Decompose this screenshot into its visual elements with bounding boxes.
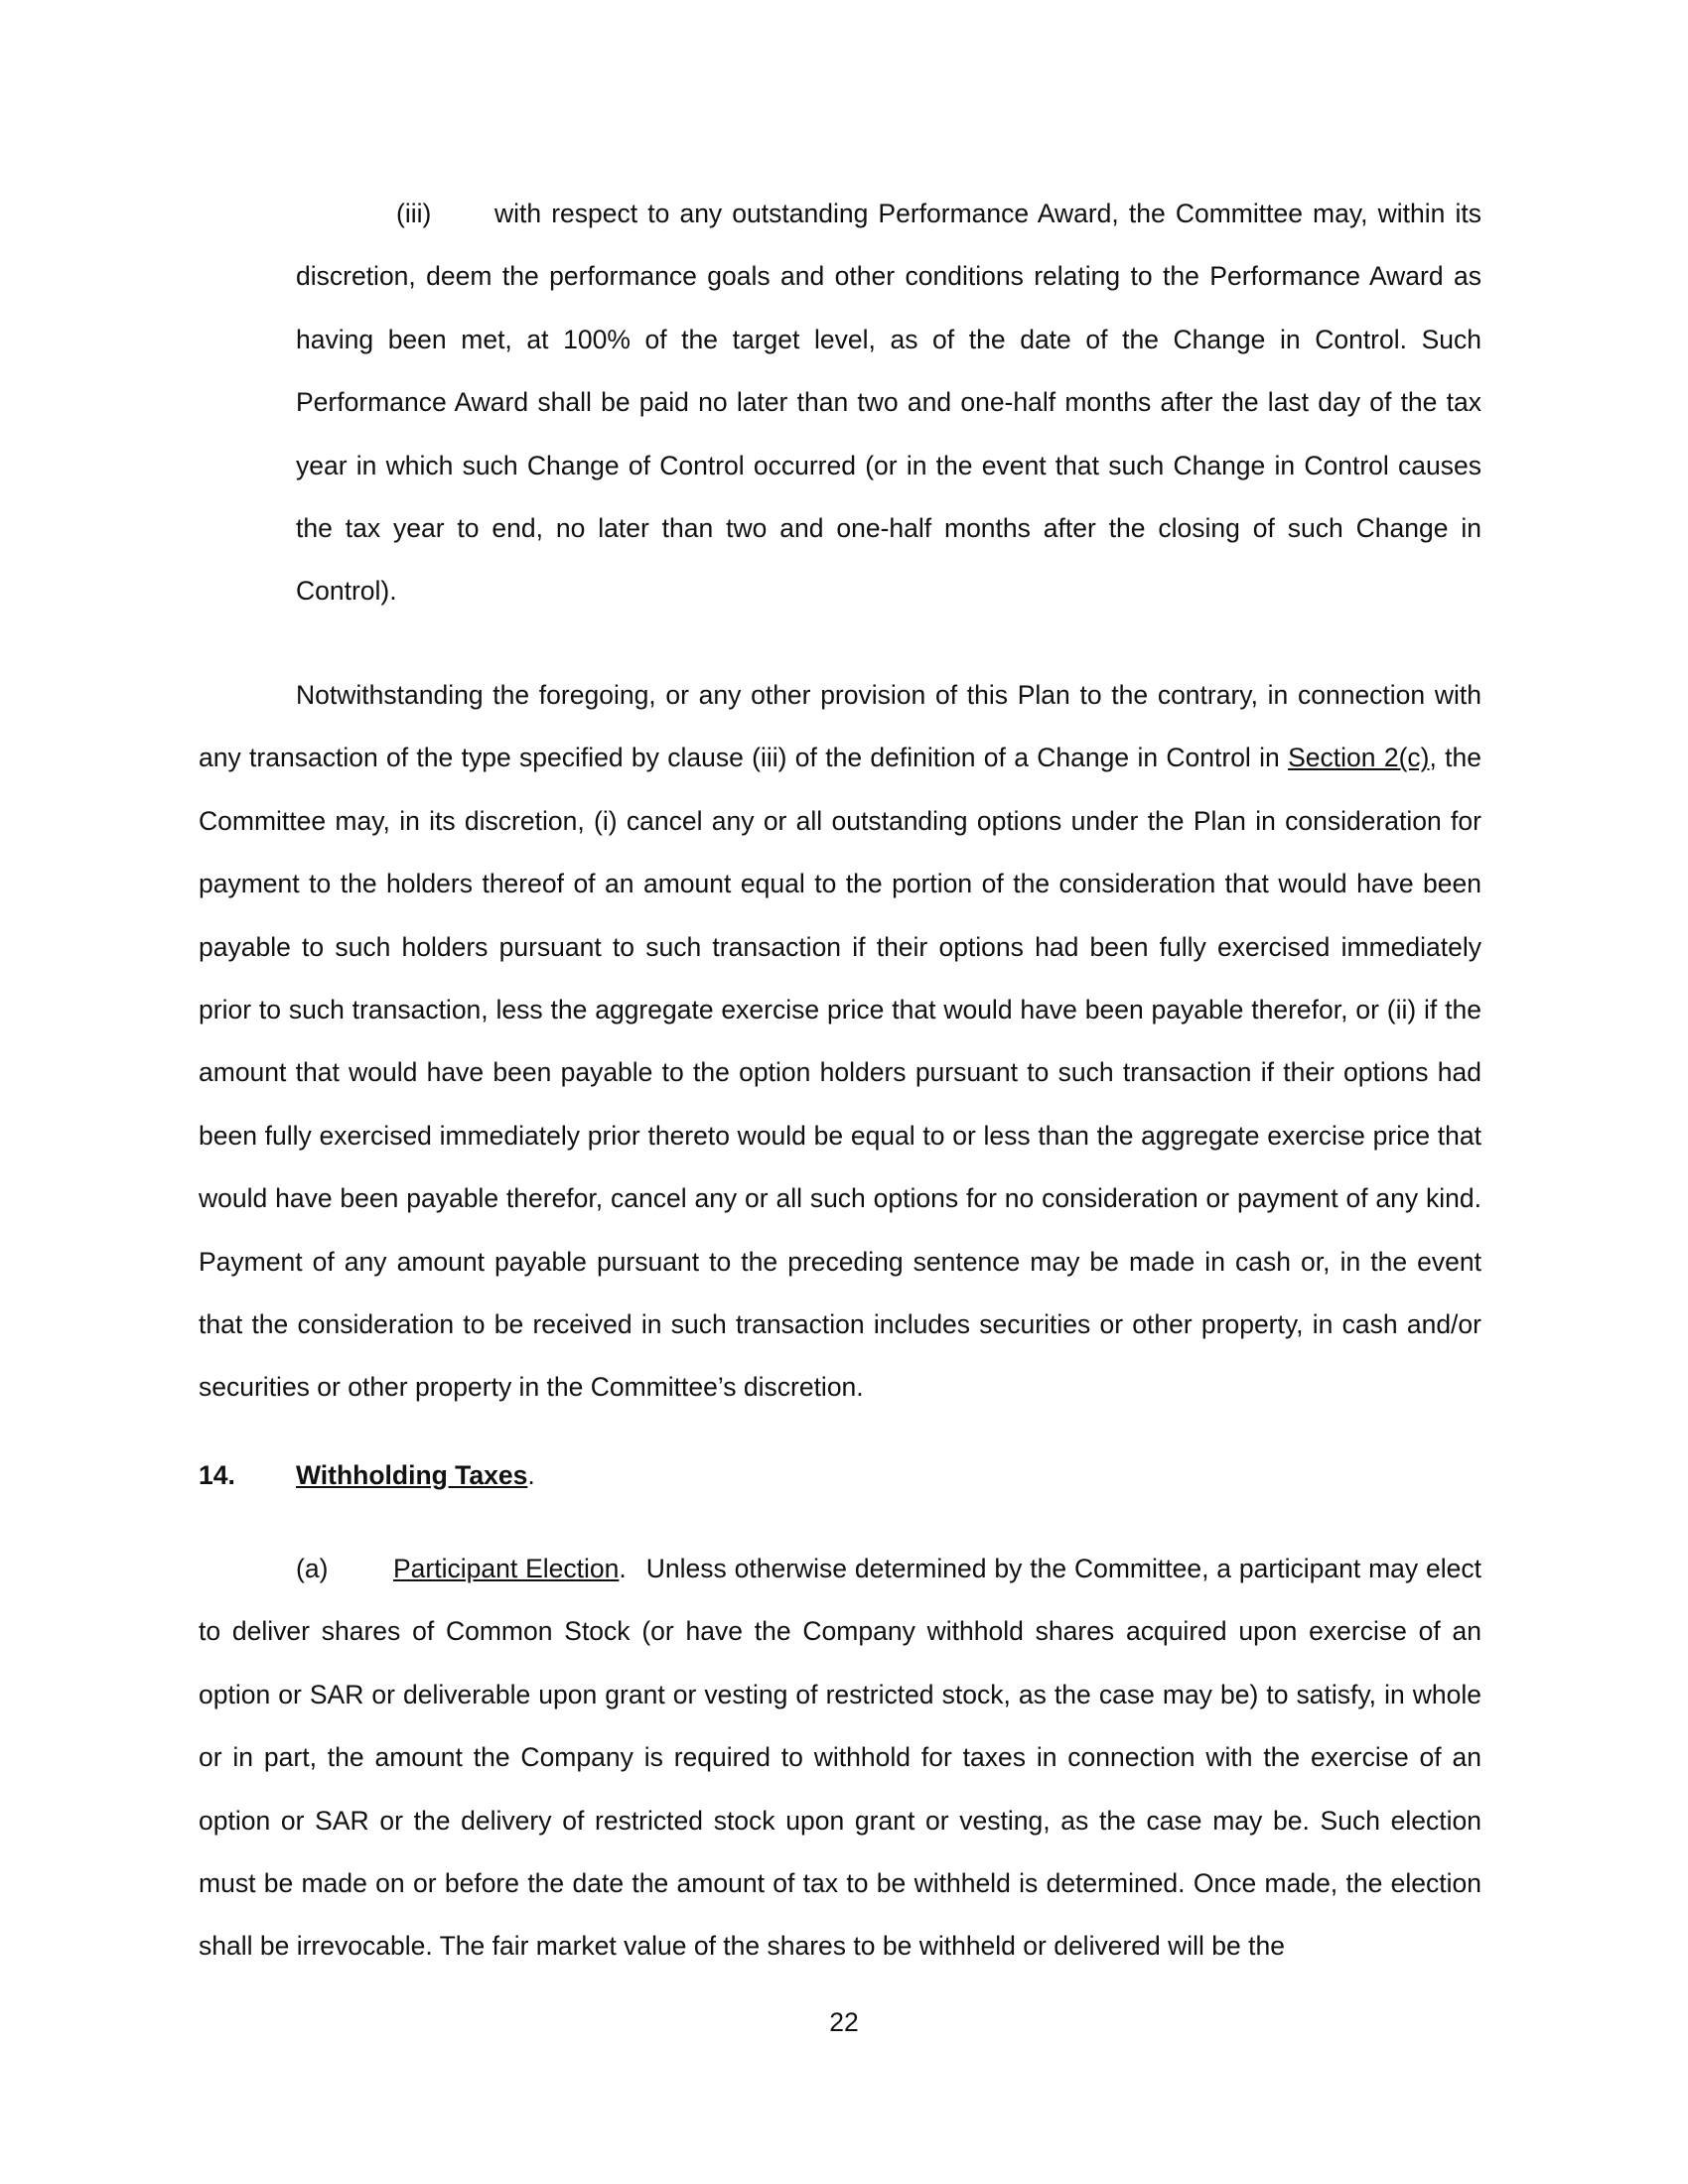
page-number: 22	[829, 2007, 859, 2037]
clause-iii-paragraph	[296, 183, 1481, 623]
section-14-number: 14.	[199, 1460, 235, 1490]
clause-iii-label: (iii)	[396, 199, 432, 228]
section-2c-reference: Section 2(c)	[1288, 743, 1430, 773]
section-14-title: Withholding Taxes	[296, 1460, 528, 1490]
clause-iii-text: with respect to any outstanding Performance Award, the Committee may, within its discretion, deem the performance goals and other conditions relating to the Performance Award as having been met, at 100% of the target level, as of the date of the Change in Control. Such Performance Award shall be paid no later than two and one-half months after the last day of the tax year in which such Change of Control occurred (or in the event that such Change in Control causes the tax year to end, no later than two and one-half months after the closing of such Change in Control).	[296, 199, 1481, 607]
notwithstanding-text-1: Notwithstanding the foregoing, or any other provision of this Plan to the contrary, in connection with any transaction of the type specified by clause (iii) of the definition of a Change in Control in	[199, 680, 1481, 773]
clause-a-text: Unless otherwise determined by the Committee, a participant may elect to deliver shares of Common Stock (or have the Company withhold shares acquired upon exercise of an option or SAR or deliverable upon grant or vesting of restricted stock, as the case may be) to satisfy, in whole or in part, the amount the Company is required to withhold for taxes in connection with the exercise of an option or SAR or the delivery of restricted stock upon grant or vesting, as the case may be. Such election must be made on or before the date the amount of tax to be withheld is determined. Once made, the election shall be irrevocable. The fair market value of the shares to be withheld or delivered will be the	[199, 1554, 1481, 1962]
section-14-title-suffix: .	[527, 1460, 535, 1490]
clause-a-paragraph	[199, 1538, 1481, 1979]
notwithstanding-paragraph	[199, 664, 1481, 1420]
section-14-heading	[199, 1444, 535, 1507]
clause-a-heading-suffix: .	[619, 1554, 627, 1583]
clause-a-heading: Participant Election	[393, 1554, 620, 1583]
notwithstanding-text-2: , the Committee may, in its discretion, (i) cancel any or all outstanding options under the Plan in consideration for payment to the holders thereof of an amount equal to the portion of the consideration that would have been payable to such holders pursuant to such transaction if their options had been fully exercised immediately prior to such transaction, less the aggregate exercise price that would have been payable therefor, or (ii) if the amount that would have been payable to the option holders pursuant to such transaction if their options had been fully exercised immediately prior thereto would be equal to or less than the aggregate exercise price that would have been payable therefor, cancel any or all such options for no consideration or payment of any kind. Payment of any amount payable pursuant to the preceding sentence may be made in cash or, in the event that the consideration to be received in such transaction includes securities or other property, in cash and/or securities or other property in the Committee’s discretion.	[199, 743, 1481, 1403]
clause-a-label: (a)	[296, 1554, 329, 1583]
